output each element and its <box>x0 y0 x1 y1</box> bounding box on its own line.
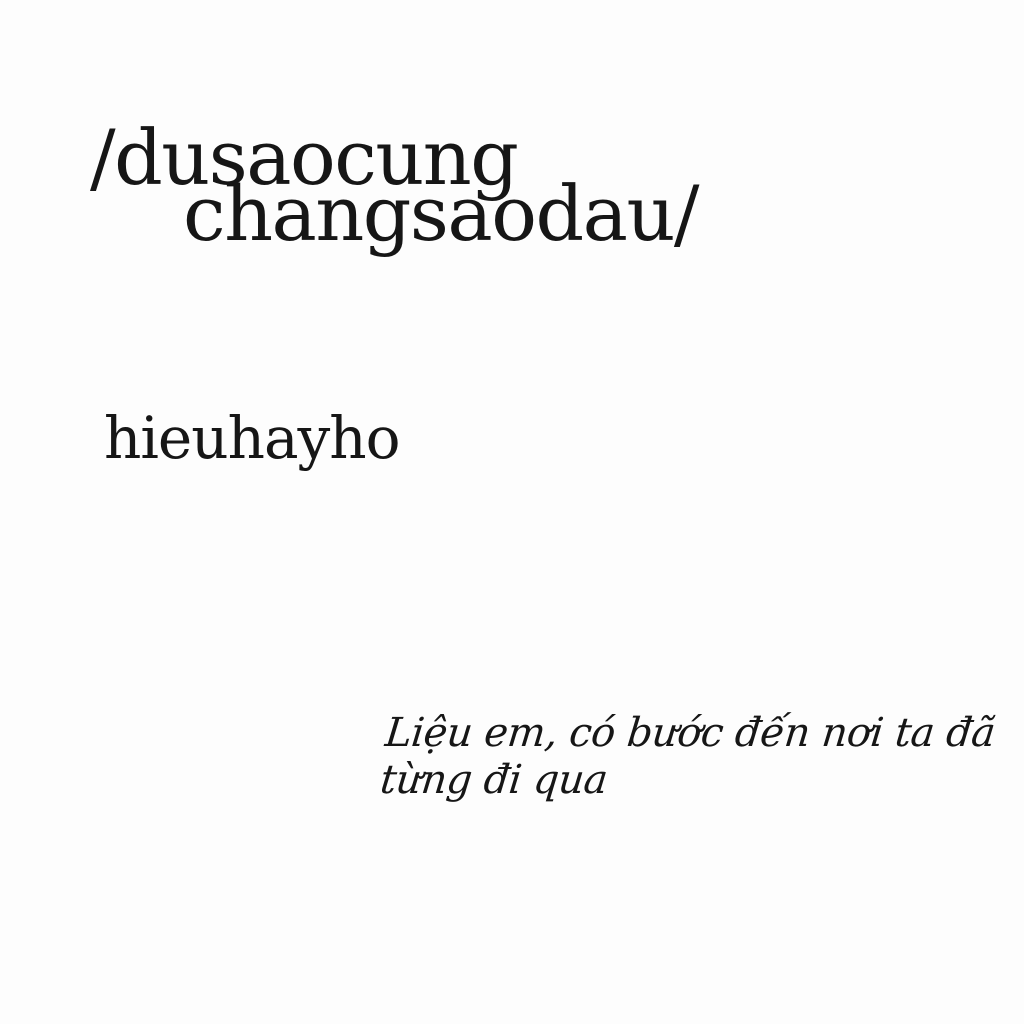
lyric-line2: từng đi qua <box>378 757 610 803</box>
artist-name: hieuhayho <box>104 404 400 472</box>
lyric-text <box>378 710 997 804</box>
song-title-line2: changsaodau/ <box>183 169 699 258</box>
song-title-line1: /dusaocung <box>90 113 518 202</box>
lyric-line1: Liệu em, có bước đến nơi ta đã <box>383 710 998 756</box>
song-title <box>90 113 699 258</box>
